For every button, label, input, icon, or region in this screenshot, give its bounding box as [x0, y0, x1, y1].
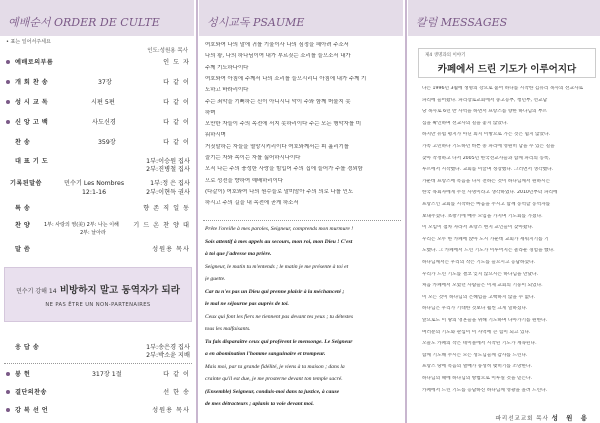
- column-body-line: 하나님은 우리가 기대한 것보다 훨씬 크게 일하셨다.: [422, 306, 528, 312]
- column-body-line: 보내주셨다. 초창기에 매주 모임을 가지며 기도회를 가졌다.: [422, 213, 543, 219]
- column-body-line: 가운데 프랑스에 복음을 다시 전하는 것이 하나님께서 원하시는: [422, 178, 551, 184]
- psalm-ko-line: 즐기는 자와 속이는 자를 싫어하시나이다: [205, 155, 301, 161]
- divider: [203, 220, 401, 221]
- column-body-line: 한국 목회자에게 주신 사명이라고 생각하였다. 2010년부터 파리에: [422, 190, 558, 196]
- psalm-fr-line: Seigneur, le matin tu m'entends ; le matin je me présente à toi et: [205, 263, 349, 270]
- column-body-line: 도했다. 그 카페에서 드린 기도가 이루어지는 놀라운 경험을 했다.: [422, 248, 555, 254]
- psalm-header: 성시교독 PSAUME: [199, 0, 403, 36]
- psalm-fr-line: Mais moi, par ta grande fidélité, je viens à ta maison ; dans la: [205, 363, 345, 370]
- psalm-ko-line: 나의 왕, 나의 하나님이여 내가 부르짖는 소리를 들으소서 내가: [205, 53, 351, 60]
- divider: [4, 363, 192, 364]
- sermon-title-box: [4, 267, 192, 322]
- column-body-line: 당 목사로 6년 반 사역을 하면서 프랑스를 향한 하나님의 부르: [422, 109, 548, 115]
- column-body-line: 이 모임이 점차 자라서 프랑스 현지 교인들이 찾아왔다.: [422, 225, 534, 231]
- column-body-line: 나는 1996년 3월에 생명의 강으로 불어 하나를 시작한 김유리 목사의 선교사로: [422, 86, 584, 91]
- column-title: 카페에서 드린 기도가 이루어지다: [437, 64, 577, 75]
- psalm-ko-line: 여호와여 나의 말에 귀를 기울이사 나의 심정을 헤아려 주소서: [205, 42, 349, 48]
- column-body-line: 찾아 작정하고 나서 2005년 한국선교사들과 함께 파리의 동쪽,: [422, 155, 550, 161]
- column-body-line: 프랑스인 교회를 시작하는 마음을 주시고 함께 동역할 동역자를: [422, 202, 551, 207]
- psalm-fr-line: Tu fais disparaître ceux qui profèrent le mensonge. Le Seigneur: [205, 338, 353, 345]
- psalm-fr-line: Car tu n'es pas un Dieu qui prenne plaisir à la méchanceté ;: [205, 288, 345, 295]
- sermon-title-ko: 비방하지 말고 동역자가 되라: [59, 285, 180, 296]
- psalm-fr-line: le mal ne séjourne pas auprès de toi.: [205, 301, 289, 307]
- psalm-ko-line: (다같이) 여호와여 나의 원수들로 말미암아 주의 의로 나를 인도: [205, 188, 354, 195]
- signature: 파리선교교회 목사 성 원 용: [495, 414, 590, 422]
- psalm-ko-line: 거짓말하는 자들을 멸망시키리이다 여호와께서는 피 흘리기를: [205, 143, 349, 150]
- column-subtitle: 제4 생명과의 이야기: [425, 53, 466, 58]
- column-body-line: 우리는 모두 한 카페에 앉아 도시 가운데 교회가 세워지기를 기: [422, 236, 549, 242]
- psalm-fr-line: Sois attentif à mes appels au secours, mon roi, mon Dieu ! C'est: [205, 238, 353, 245]
- order-of-worship-column: 예배순서 ORDER DE CULTE • 표는 일어서주세요 인도:성원용 목사 예배로의부름 인 도 자 개 회 찬 송 37장 다 같 이 성 시 교 독 시편 5편 다 같 이 신 앙 고 백 사도신경 다 같 이 찬 송 359장 다 같 이 대 표 기 도 1부:이승원 집사 2부:진병철 집사 기록된말씀 민수기 Les Nombres 1부:정 은 집사 12:1-16 2부:이현득 권사 특 송 향 존 직 일 동 찬 양 1부: 사랑의 영(美) 2부: 나는 이해 기 드 온 찬 양 대 2부: 날아라 말 씀 성원용 목사 민수기 강해 14 비방하지 말고 동역자가 되라 NE PAS ÊTRE UN NON-PARTENAIRES 응 답 송 1부:송은경 집사 2부:박소윤 지배 봉 헌 317장 1절 다 같 이 결단의찬송 선 한 송 강 복 선 언 성원용 목사: [0, 0, 194, 423]
- column-body-line: 심을 확인하며 선교사의 길을 놓지 않았다.: [422, 120, 508, 126]
- psalm-ko-line: 워하시며: [205, 132, 226, 139]
- column-body-line: 프랑스 땅에 복음의 열매가 풍성히 맺히기를 소망한다.: [422, 364, 533, 370]
- psalm-ko-line: 주께 기도하나이다: [205, 64, 249, 71]
- stand-note: • 표는 일어서주세요: [6, 39, 51, 45]
- psalm-fr-line: Prête l'oreille à mes paroles, Seigneur, comprends mon murmure !: [205, 226, 354, 232]
- column-body-line: 여러분의 기도와 관심이 이 사역에 큰 힘이 되고 있다.: [422, 329, 531, 335]
- psalm-fr-line: (Ensemble) Seigneur, conduis-moi dans ta justice, à cause: [205, 388, 340, 395]
- messages-column: [408, 0, 600, 423]
- column-body-line: 함께 기도해 주시는 모든 성도님들께 감사를 드린다.: [422, 352, 528, 358]
- psalm-fr-line: a en abomination l'homme sanguinaire et trompeur.: [205, 351, 326, 357]
- psalm-fr-line: je guette.: [205, 276, 226, 282]
- column-body-line: 앞으로도 이 땅의 영혼들을 위해 기도하며 나아가기를 원한다.: [422, 318, 548, 323]
- sermon-reference: 민수기 강해 14: [16, 288, 57, 295]
- psalm-fr-line: de mes détracteurs ; aplanis ta voie devant moi.: [205, 401, 314, 407]
- order-header: 예배순서 ORDER DE CULTE: [0, 0, 194, 36]
- stand-dot-icon: [6, 408, 10, 412]
- stand-dot-icon: [6, 60, 10, 64]
- column-body-line: 하나님의 때에 하나님의 방법으로 이루실 것을 믿는다.: [422, 376, 533, 381]
- stand-dot-icon: [6, 80, 10, 84]
- column-divider: [405, 0, 407, 423]
- psalm-ko-line: 하시고 주의 길을 내 목전에 곧게 하소서: [205, 200, 299, 207]
- column-body-line: 이 모든 것이 하나님의 은혜임을 고백하지 않을 수 없다.: [422, 294, 536, 300]
- column-body-line: 투르에서 시작했다. 교회를 이끌며 성장했다. 그러면서 생각했다.: [422, 167, 554, 173]
- stand-dot-icon: [6, 390, 10, 394]
- column-divider: [196, 0, 198, 423]
- psalm-ko-line: 으로 성전을 향하여 예배하리이다: [205, 177, 284, 184]
- psalm-ko-line: 하며: [205, 109, 216, 116]
- column-body-line: 우리가 드린 기도를 결코 잊지 않으시는 하나님을 만났다.: [422, 271, 539, 277]
- psalm-fr-line: Ceux qui font les fiers ne tiennent pas devant tes yeux ; tu détestes: [205, 313, 354, 320]
- leader: 인도:성원용 목사: [147, 48, 188, 54]
- column-body-line: 하나님께서는 우리의 작은 기도를 들으시고 응답하셨다.: [422, 260, 536, 265]
- psalm-column: [199, 0, 403, 423]
- column-body-line: 가족 고민하다 기도하던 바쁜 중 파리에 영원히 남을 수 있는 길을: [422, 144, 555, 149]
- column-body-line: 오늘도 카페의 작은 테이블에서 시작된 기도가 계속된다.: [422, 341, 537, 347]
- psalm-ko-line: 도하고 바라리이다: [205, 87, 249, 94]
- psalm-ko-line: 여호와여 아침에 주께서 나의 소리를 들으시리니 아침에 내가 주께 기: [205, 75, 367, 82]
- column-body-line: 하지만 유럽 평지가 아닌 외지 이방으로 가는 것은 쉽지 않았다.: [422, 132, 551, 138]
- psalm-ko-line: 오만한 자들이 주의 목전에 서지 못하리이다 주는 모든 행악자를 미: [205, 121, 362, 128]
- stand-dot-icon: [6, 372, 10, 376]
- sermon-title-fr: NE PAS ÊTRE UN NON-PARTENAIRES: [45, 302, 151, 308]
- stand-dot-icon: [6, 120, 10, 124]
- column-title-box: [418, 48, 596, 78]
- column-body-line: 카페에서 드린 기도를 응답하신 하나님께 영광을 올려 드린다.: [422, 387, 548, 393]
- psalm-fr-line: tous les malfaisants.: [205, 326, 251, 332]
- psalm-ko-line: 주는 죄악을 기뻐하는 신이 아니시니 악이 주와 함께 머물지 못: [205, 98, 351, 105]
- psalm-fr-line: crainte qu'il est due, je me prosterne devant ton temple sacré.: [205, 376, 343, 382]
- psalm-fr-line: à toi que j'adresse ma prière.: [205, 251, 272, 257]
- psalm-ko-line: 오직 나는 주의 풍성한 사랑을 힘입어 주의 집에 들어가 주를 경외함: [205, 166, 363, 173]
- column-body-line: 파리에 들어왔다. 파리장로교회에서 중고등부, 청년부, 선교담: [422, 97, 548, 103]
- messages-header: 칼럼 MESSAGES: [408, 0, 600, 36]
- column-body-line: 처음 카페에서 모였던 사람들은 이제 교회의 기둥이 되었다.: [422, 283, 543, 289]
- stand-dot-icon: [6, 100, 10, 104]
